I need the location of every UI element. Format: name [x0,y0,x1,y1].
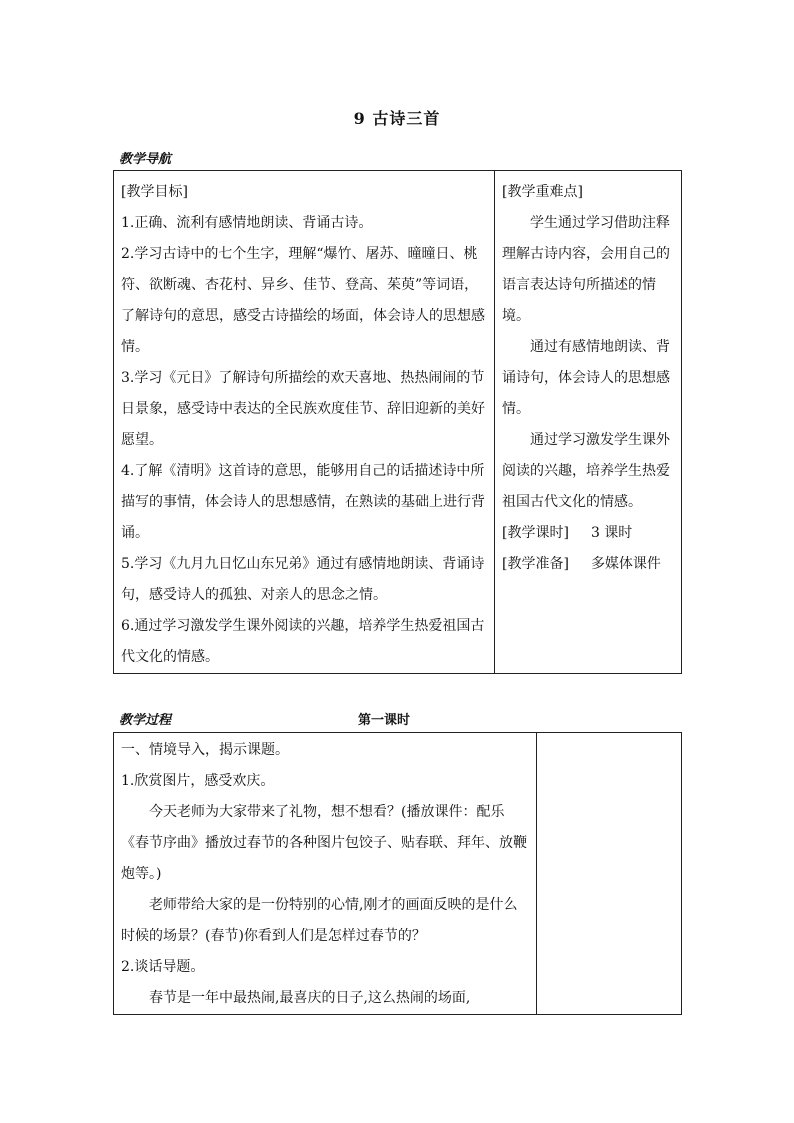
process-line: 一、情境导入，揭示课题。 [121,742,289,758]
teaching-prep [502,549,675,580]
objective-item: 3.学习《元日》了解诗句所描绘的欢天喜地、热热闹闹的节日景象，感受诗中表达的全民族欢度佳节、辞旧迎新的美好愿望。 [121,370,485,448]
process-paragraph: 今天老师为大家带来了礼物，想不想看？(播放课件：配乐《春节序曲》播放过春节的各种图片包饺子、贴春联、拜年、放鞭炮等。) [121,804,527,882]
objective-item: 5.学习《九月九日忆山东兄弟》通过有感情地朗读、背诵诗句，感受诗人的孤独、对亲人的思念之情。 [121,556,485,603]
process-paragraph: 老师带给大家的是一份特别的心情,刚才的画面反映的是什么时候的场景？(春节)你看到人们是怎样过春节的？ [121,897,518,944]
objectives-heading: [教学目标] [121,184,188,200]
key-point-paragraph: 学生通过学习借助注释理解古诗内容，会用自己的语言表达诗句所描述的情境。 [502,215,670,324]
process-content-cell [114,733,537,1015]
guide-table [113,170,682,674]
objective-item: 4.了解《清明》这首诗的意思，能够用自己的话描述诗中所描写的事情，体会诗人的思想感情，在熟读的基础上进行背诵。 [121,463,485,541]
key-points-cell [495,171,682,674]
process-notes-cell [537,733,682,1015]
objective-item: 6.通过学习激发学生课外阅读的兴趣，培养学生热爱祖国古代文化的情感。 [121,618,485,665]
guide-label: 教学导航 [119,152,172,167]
key-points-heading: [教学重难点] [502,184,583,200]
teaching-prep-value: 多媒体课件 [590,556,661,572]
process-line: 2.谈话导题。 [121,959,205,975]
key-point-paragraph: 通过学习激发学生课外阅读的兴趣，培养学生热爱祖国古代文化的情感。 [502,432,670,510]
teaching-hours-label: [教学课时] [502,525,569,541]
objective-item: 1.正确、流利有感情地朗读、背诵古诗。 [121,215,373,231]
process-label: 教学过程 [119,713,172,728]
objective-item: 2.学习古诗中的七个生字，理解“爆竹、屠苏、曈曈日、桃符、欲断魂、杏花村、异乡、佳节、登高、茱萸”等词语，了解诗句的意思，感受古诗描绘的场面，体会诗人的思想感情。 [121,246,485,355]
teaching-hours-value: 3 课时 [590,525,633,541]
teaching-hours [502,518,675,549]
page-title: 9 古诗三首 [353,109,441,128]
lesson-title: 第一课时 [358,713,411,728]
objectives-cell [114,171,495,674]
teaching-prep-label: [教学准备] [502,556,569,572]
process-table [113,732,682,1015]
key-point-paragraph: 通过有感情地朗读、背诵诗句，体会诗人的思想感情。 [502,339,670,417]
process-paragraph: 春节是一年中最热闹,最喜庆的日子,这么热闹的场面, [149,990,471,1006]
process-line: 1.欣赏图片，感受欢庆。 [121,773,275,789]
